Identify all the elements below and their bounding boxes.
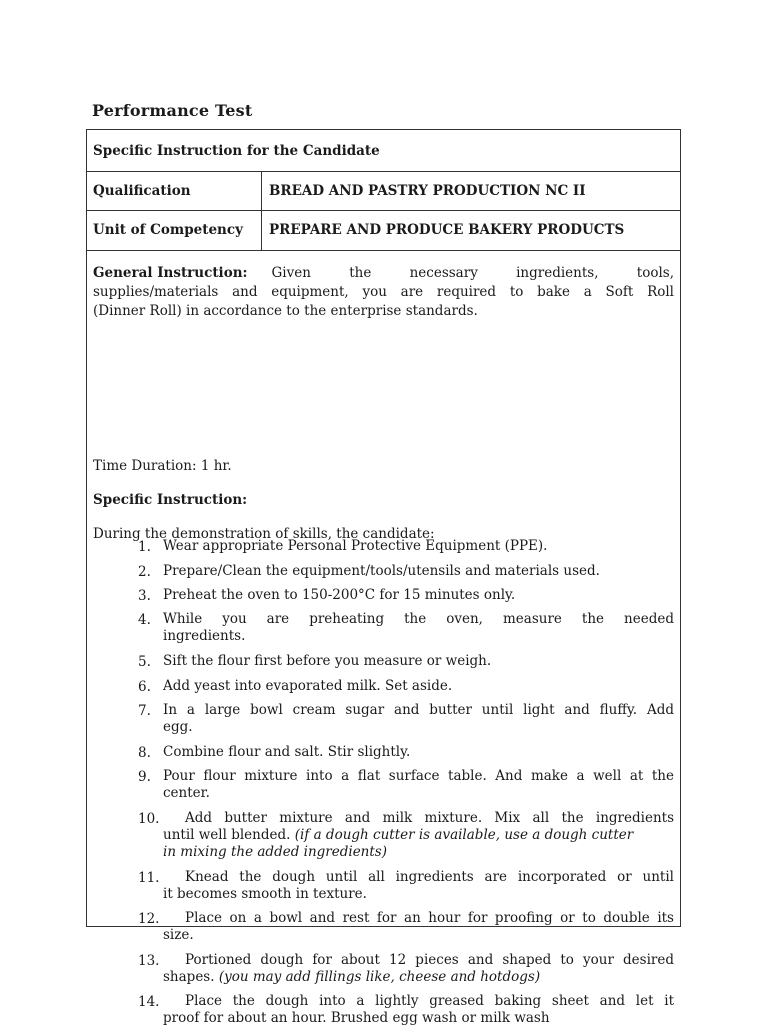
unit-row — [87, 210, 680, 251]
step-number: 5. — [138, 654, 151, 670]
step-text: Prepare/Clean the equipment/tools/utensils and materials used. — [163, 563, 600, 579]
specific-instruction-label: Specific Instruction: — [93, 492, 248, 508]
step-number: 1. — [138, 539, 151, 555]
qualification-value: BREAD AND PASTRY PRODUCTION NC II — [269, 182, 586, 199]
step-text: Knead the dough until all ingredients are incorporated or until it becomes smooth in texture. — [163, 869, 674, 902]
step-number: 8. — [138, 745, 151, 761]
step-number: 12. — [138, 911, 160, 927]
step-number: 4. — [138, 612, 151, 628]
page-title: Performance Test — [92, 101, 253, 120]
step-number: 14. — [138, 994, 160, 1010]
step-text: Combine flour and salt. Stir slightly. — [163, 744, 411, 760]
step-text: Pour flour mixture into a flat surface table. And make a well at the center. — [163, 768, 674, 801]
general-label: General Instruction: — [93, 265, 248, 281]
step-text: In a large bowl cream sugar and butter until light and fluffy. Add egg. — [163, 702, 674, 735]
unit-label: Unit of Competency — [93, 222, 243, 238]
header-cell: Specific Instruction for the Candidate — [93, 142, 380, 159]
general-line3: (Dinner Roll) in accordance to the enterprise standards. — [93, 303, 478, 319]
step-number: 11. — [138, 870, 160, 886]
unit-value: PREPARE AND PRODUCE BAKERY PRODUCTS — [269, 222, 625, 238]
step-number: 3. — [138, 588, 151, 604]
general-line1: Given the necessary ingredients, tools, — [271, 265, 674, 281]
step-number: 2. — [138, 564, 151, 580]
step-text: Place the dough into a lightly greased baking sheet and let it proof for about an hour. Brushed egg wash or milk wash — [163, 993, 674, 1026]
step-text: Portioned dough for about 12 pieces and shaped to your desired shapes. (you may add fillings like, cheese and hotdogs) — [163, 952, 674, 985]
step-number: 10. — [138, 811, 160, 827]
instruction-table — [86, 129, 681, 1026]
header-row — [87, 130, 680, 172]
step-number: 13. — [138, 953, 160, 969]
demo-intro: During the demonstration of skills, the candidate: — [93, 526, 435, 542]
step-text: Sift the flour first before you measure or weigh. — [163, 653, 492, 669]
step-text: Add butter mixture and milk mixture. Mix all the ingredients until well blended. (if a dough cutter is available, use a dough cutter in mixing the added ingredients) — [163, 810, 674, 860]
step-text: Wear appropriate Personal Protective Equipment (PPE). — [163, 538, 548, 554]
general-line2: supplies/materials and equipment, you are required to bake a Soft Roll — [93, 284, 674, 300]
step-text: Add yeast into evaporated milk. Set aside. — [163, 678, 453, 694]
time-duration: Time Duration: 1 hr. — [93, 458, 232, 474]
step-number: 7. — [138, 703, 151, 719]
step-text: While you are preheating the oven, measure the needed ingredients. — [163, 611, 674, 644]
step-number: 9. — [138, 769, 151, 785]
step-text: Preheat the oven to 150-200°C for 15 minutes only. — [163, 587, 516, 603]
qualification-row — [87, 171, 680, 211]
step-text: Place on a bowl and rest for an hour for proofing or to double its size. — [163, 910, 674, 943]
qualification-label: Qualification — [93, 182, 191, 199]
general-instruction — [93, 264, 674, 321]
step-number: 6. — [138, 679, 151, 695]
